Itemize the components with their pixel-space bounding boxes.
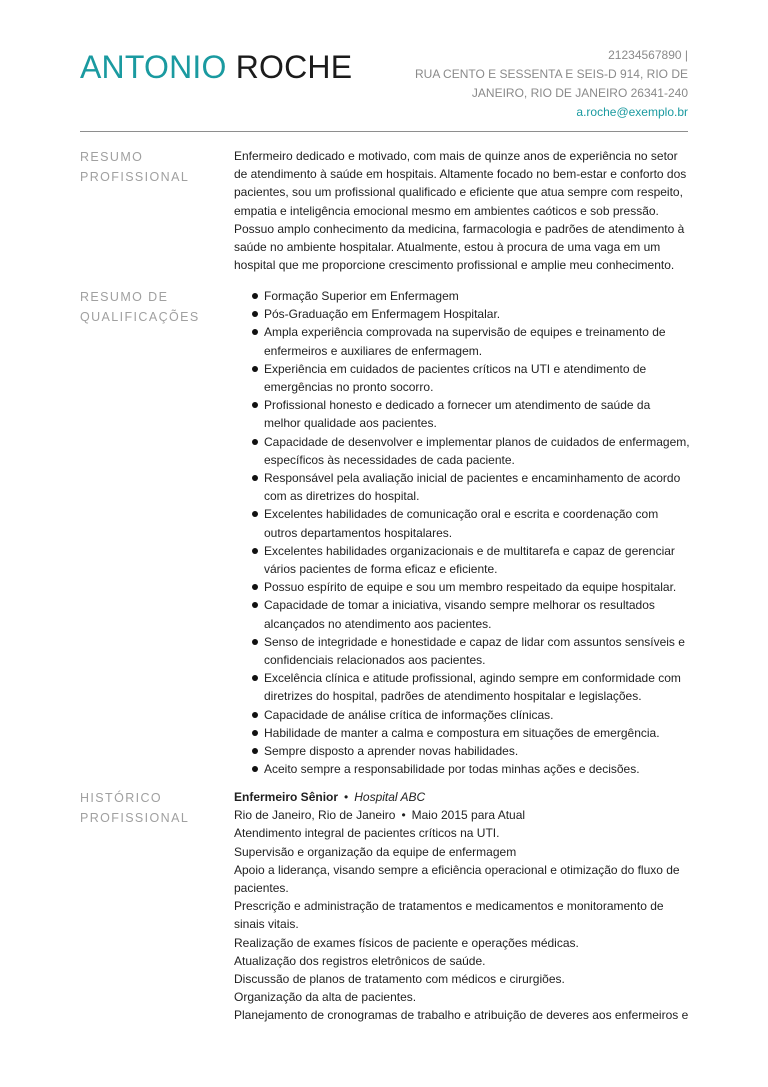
qualifications-list bbox=[234, 287, 690, 778]
qualification-item: Aceito sempre a responsabilidade por todas minhas ações e decisões. bbox=[234, 760, 690, 778]
history-body bbox=[234, 788, 690, 1025]
company-name: Hospital ABC bbox=[354, 790, 426, 804]
job-separator: • bbox=[344, 790, 349, 804]
duty-item: Supervisão e organização da equipe de enfermagem bbox=[234, 844, 517, 859]
qualification-item: Capacidade de tomar a iniciativa, visando sempre melhorar os resultados alcançados no atendimento aos pacientes. bbox=[234, 596, 690, 632]
contact-info bbox=[368, 46, 688, 122]
address: RUA CENTO E SESSENTA E SEIS-D 914, RIO DE JANEIRO, RIO DE JANEIRO 26341-240 bbox=[415, 67, 688, 100]
last-name: ROCHE bbox=[235, 49, 353, 85]
job-meta bbox=[234, 806, 690, 824]
duty-item: Realização de exames físicos de paciente e operações médicas. bbox=[234, 935, 579, 950]
duty-item: Apoio a liderança, visando sempre a eficiência operacional e otimização do fluxo de pacientes. bbox=[234, 862, 680, 896]
qualification-item: Profissional honesto e dedicado a fornecer um atendimento de saúde da melhor qualidade aos pacientes. bbox=[234, 396, 690, 432]
duty-item: Organização da alta de pacientes. bbox=[234, 990, 417, 1005]
duty-item: Planejamento de cronogramas de trabalho e atribuição de deveres aos enfermeiros e bbox=[234, 1008, 689, 1023]
history-label: HISTÓRICO PROFISSIONAL bbox=[80, 791, 190, 825]
job-location: Rio de Janeiro, Rio de Janeiro bbox=[234, 808, 396, 823]
qualification-item: Sempre disposto a aprender novas habilidades. bbox=[234, 742, 690, 760]
job-duties bbox=[234, 824, 690, 1024]
job-period: Maio 2015 para Atual bbox=[411, 808, 526, 823]
qualification-item: Experiência em cuidados de pacientes críticos na UTI e atendimento de emergências no pronto socorro. bbox=[234, 360, 690, 396]
duty-item: Prescrição e administração de tratamentos e medicamentos e monitoramento de sinais vitais. bbox=[234, 899, 664, 932]
duty-item: Atualização dos registros eletrônicos de saúde. bbox=[234, 953, 486, 968]
qualification-item: Excelência clínica e atitude profissional, agindo sempre em conformidade com diretrizes do hospital, padrões de atendimento hospitalar e legislações. bbox=[234, 669, 690, 705]
qualifications-label: RESUMO DE QUALIFICAÇÕES bbox=[80, 290, 200, 324]
qualification-item: Responsável pela avaliação inicial de pacientes e encaminhamento de acordo com as diretrizes do hospital. bbox=[234, 469, 690, 505]
duty-item: Atendimento integral de pacientes críticos na UTI. bbox=[234, 826, 500, 841]
job-title: Enfermeiro Sênior bbox=[234, 790, 339, 804]
qualification-item: Formação Superior em Enfermagem bbox=[234, 287, 690, 305]
job-heading bbox=[234, 788, 690, 806]
email-link[interactable]: a.roche@exemplo.br bbox=[576, 105, 688, 119]
header-divider bbox=[80, 131, 688, 132]
job-meta-separator: • bbox=[401, 808, 406, 823]
first-name: ANTONIO bbox=[80, 49, 227, 85]
qualification-item: Excelentes habilidades de comunicação oral e escrita e coordenação com outros departamentos hospitalares. bbox=[234, 505, 690, 541]
qualification-item: Pós-Graduação em Enfermagem Hospitalar. bbox=[234, 305, 690, 323]
summary-label: RESUMO PROFISSIONAL bbox=[80, 150, 190, 184]
phone-number: 21234567890 | bbox=[608, 48, 688, 62]
summary-body bbox=[234, 147, 690, 274]
qualification-item: Capacidade de desenvolver e implementar planos de cuidados de enfermagem, específicos às necessidades de cada paciente. bbox=[234, 433, 690, 469]
qualifications-body bbox=[234, 287, 690, 778]
qualification-item: Capacidade de análise crítica de informações clínicas. bbox=[234, 706, 690, 724]
qualification-item: Ampla experiência comprovada na supervisão de equipes e treinamento de enfermeiros e auxiliares de enfermagem. bbox=[234, 323, 690, 359]
qualification-item: Excelentes habilidades organizacionais e de multitarefa e capaz de gerenciar vários pacientes de forma eficaz e eficiente. bbox=[234, 542, 690, 578]
summary-text: Enfermeiro dedicado e motivado, com mais de quinze anos de experiência no setor de atendimento à saúde em hospitais. Altamente focado no bem-estar e conforto dos pacientes, sou um profissional qualificado e eficiente que atua sempre com respeito, empatia e inteligência emocional mesmo em ambientes caóticos e sob pressão. Possuo amplo conhecimento da medicina, farmacologia e padrões de atendimento à saúde no ambiente hospitalar. Atualmente, estou à procura de uma vaga em um hospital que me proporcione crescimento profissional e amplie meu conhecimento. bbox=[234, 149, 687, 273]
resume-header bbox=[80, 44, 688, 124]
duty-item: Discussão de planos de tratamento com médicos e cirurgiões. bbox=[234, 972, 565, 987]
qualification-item: Senso de integridade e honestidade e capaz de lidar com assuntos sensíveis e confidenciais relacionados aos pacientes. bbox=[234, 633, 690, 669]
candidate-name bbox=[80, 47, 352, 87]
qualification-item: Possuo espírito de equipe e sou um membro respeitado da equipe hospitalar. bbox=[234, 578, 690, 596]
qualification-item: Habilidade de manter a calma e compostura em situações de emergência. bbox=[234, 724, 690, 742]
